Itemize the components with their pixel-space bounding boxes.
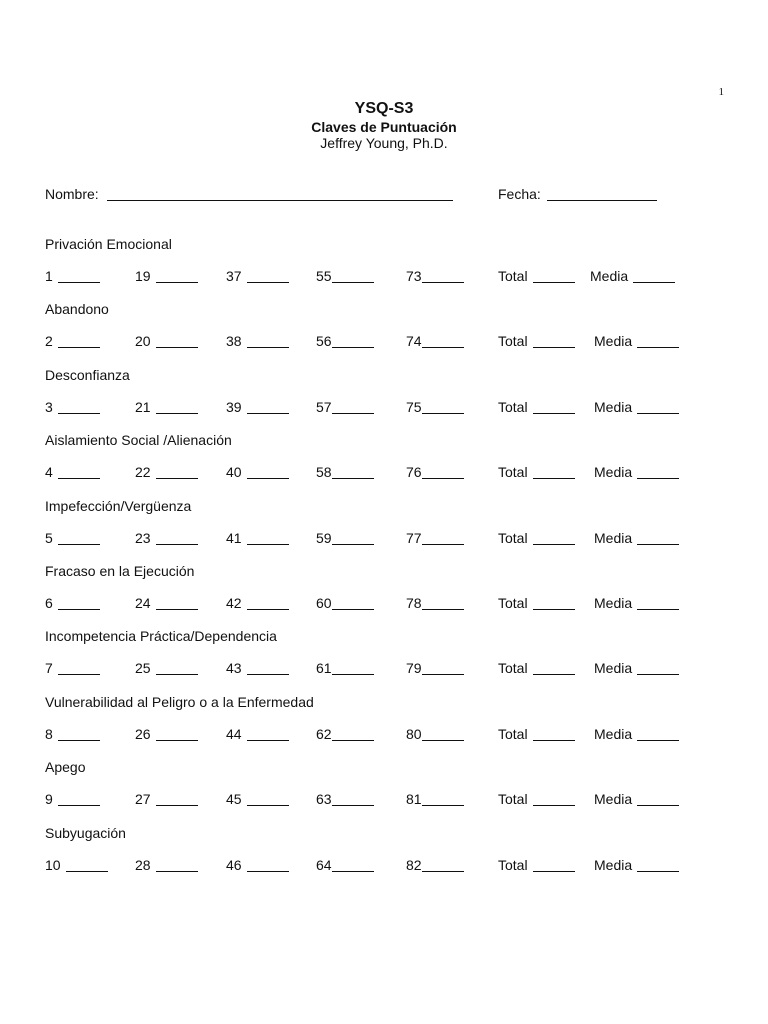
item-number: 44	[226, 725, 242, 742]
media-field	[594, 333, 679, 349]
item-number: 38	[226, 333, 242, 350]
item-score-field	[135, 857, 198, 873]
item-answer-blank[interactable]	[332, 333, 374, 348]
date-input-line[interactable]	[547, 186, 657, 201]
total-answer-blank[interactable]	[533, 333, 575, 348]
item-score-field	[135, 595, 198, 611]
media-label: Media	[594, 856, 633, 873]
item-answer-blank[interactable]	[156, 530, 198, 545]
item-number: 57	[316, 398, 332, 415]
media-field	[594, 399, 679, 415]
score-section	[0, 825, 768, 891]
item-score-field	[45, 595, 100, 611]
item-score-field	[316, 399, 374, 415]
media-label: Media	[590, 268, 629, 284]
page-number: 1	[718, 86, 724, 98]
item-score-field	[226, 660, 289, 676]
item-answer-blank[interactable]	[422, 660, 464, 675]
item-answer-blank[interactable]	[58, 726, 100, 741]
item-answer-blank[interactable]	[332, 595, 374, 610]
item-answer-blank[interactable]	[58, 530, 100, 545]
item-score-field	[226, 530, 289, 546]
name-field-row	[45, 186, 453, 202]
score-section	[0, 694, 768, 760]
item-answer-blank[interactable]	[156, 791, 198, 806]
item-score-field	[226, 333, 289, 349]
item-answer-blank[interactable]	[247, 464, 289, 479]
item-answer-blank[interactable]	[156, 333, 198, 348]
item-score-field	[406, 660, 464, 676]
item-answer-blank[interactable]	[422, 399, 464, 414]
total-label: Total	[498, 660, 528, 677]
item-answer-blank[interactable]	[247, 530, 289, 545]
score-section	[0, 759, 768, 825]
item-answer-blank[interactable]	[332, 399, 374, 414]
media-answer-blank[interactable]	[637, 530, 679, 545]
item-score-field	[406, 726, 464, 742]
item-score-field	[226, 268, 289, 284]
item-score-field	[406, 791, 464, 807]
item-number: 43	[226, 660, 242, 677]
item-answer-blank[interactable]	[156, 268, 198, 283]
item-number: 39	[226, 398, 242, 415]
total-answer-blank[interactable]	[533, 464, 575, 479]
item-answer-blank[interactable]	[332, 530, 374, 545]
media-field	[590, 268, 675, 284]
item-answer-blank[interactable]	[156, 399, 198, 414]
item-number: 45	[226, 791, 242, 808]
item-score-field	[45, 660, 100, 676]
item-number: 19	[135, 268, 151, 284]
item-number: 9	[45, 791, 53, 808]
item-score-field	[135, 660, 198, 676]
total-answer-blank[interactable]	[533, 660, 575, 675]
item-number: 56	[316, 333, 332, 350]
item-score-field	[226, 464, 289, 480]
total-answer-blank[interactable]	[533, 595, 575, 610]
item-answer-blank[interactable]	[58, 595, 100, 610]
item-score-field	[316, 857, 374, 873]
item-score-field	[226, 791, 289, 807]
score-section	[0, 367, 768, 433]
item-answer-blank[interactable]	[156, 595, 198, 610]
item-number: 82	[406, 856, 422, 873]
item-answer-blank[interactable]	[247, 333, 289, 348]
total-field	[498, 464, 575, 480]
media-field	[594, 857, 679, 873]
item-number: 26	[135, 725, 151, 742]
item-number: 75	[406, 398, 422, 415]
item-answer-blank[interactable]	[247, 399, 289, 414]
item-score-field	[45, 268, 100, 284]
total-answer-blank[interactable]	[533, 399, 575, 414]
item-score-field	[135, 333, 198, 349]
total-label: Total	[498, 791, 528, 808]
item-score-field	[135, 399, 198, 415]
total-field	[498, 660, 575, 676]
total-label: Total	[498, 725, 528, 742]
item-score-field	[406, 464, 464, 480]
item-score-field	[406, 268, 464, 284]
score-section	[0, 432, 768, 498]
item-number: 2	[45, 333, 53, 350]
section-title: Incompetencia Práctica/Dependencia	[45, 628, 277, 645]
section-title: Abandono	[45, 301, 109, 318]
item-answer-blank[interactable]	[247, 268, 289, 283]
item-answer-blank[interactable]	[422, 464, 464, 479]
item-score-field	[45, 530, 100, 546]
total-label: Total	[498, 398, 528, 415]
media-answer-blank[interactable]	[633, 268, 675, 283]
item-number: 7	[45, 660, 53, 677]
item-score-field	[316, 791, 374, 807]
item-number: 62	[316, 725, 332, 742]
item-number: 5	[45, 529, 53, 546]
item-number: 28	[135, 856, 151, 873]
total-answer-blank[interactable]	[533, 726, 575, 741]
name-label: Nombre:	[45, 186, 99, 202]
document-author: Jeffrey Young, Ph.D.	[320, 135, 448, 151]
item-answer-blank[interactable]	[422, 333, 464, 348]
total-label: Total	[498, 268, 528, 284]
score-section	[0, 236, 768, 302]
item-score-field	[316, 333, 374, 349]
section-title: Fracaso en la Ejecución	[45, 563, 195, 579]
item-answer-blank[interactable]	[58, 333, 100, 348]
item-answer-blank[interactable]	[332, 857, 374, 872]
item-score-field	[406, 399, 464, 415]
item-answer-blank[interactable]	[58, 399, 100, 414]
total-label: Total	[498, 856, 528, 873]
item-score-field	[135, 726, 198, 742]
media-answer-blank[interactable]	[637, 726, 679, 741]
item-answer-blank[interactable]	[156, 857, 198, 872]
total-field	[498, 530, 575, 546]
item-number: 74	[406, 333, 422, 350]
total-field	[498, 595, 575, 611]
section-title: Aislamiento Social /Alienación	[45, 432, 232, 449]
total-label: Total	[498, 464, 528, 481]
date-label: Fecha:	[498, 186, 541, 202]
total-answer-blank[interactable]	[533, 268, 575, 283]
item-score-field	[316, 726, 374, 742]
item-score-field	[226, 726, 289, 742]
item-answer-blank[interactable]	[422, 268, 464, 283]
name-input-line[interactable]	[107, 186, 453, 201]
total-field	[498, 268, 575, 284]
item-score-field	[316, 464, 374, 480]
item-number: 6	[45, 595, 53, 611]
document-subtitle: Claves de Puntuación	[311, 119, 457, 135]
item-answer-blank[interactable]	[332, 660, 374, 675]
media-label: Media	[594, 791, 633, 808]
item-answer-blank[interactable]	[156, 464, 198, 479]
item-score-field	[45, 333, 100, 349]
media-label: Media	[594, 725, 633, 742]
media-label: Media	[594, 333, 633, 350]
item-number: 76	[406, 464, 422, 481]
total-label: Total	[498, 595, 528, 611]
item-answer-blank[interactable]	[247, 857, 289, 872]
item-answer-blank[interactable]	[58, 464, 100, 479]
item-score-field	[316, 268, 374, 284]
item-number: 58	[316, 464, 332, 481]
media-field	[594, 726, 679, 742]
item-answer-blank[interactable]	[332, 726, 374, 741]
item-score-field	[406, 333, 464, 349]
item-number: 42	[226, 595, 242, 611]
total-field	[498, 726, 575, 742]
item-number: 59	[316, 529, 332, 546]
total-field	[498, 857, 575, 873]
total-field	[498, 791, 575, 807]
total-label: Total	[498, 529, 528, 546]
item-score-field	[226, 857, 289, 873]
item-number: 73	[406, 268, 422, 284]
item-number: 40	[226, 464, 242, 481]
media-label: Media	[594, 464, 633, 481]
total-answer-blank[interactable]	[533, 857, 575, 872]
item-answer-blank[interactable]	[58, 660, 100, 675]
item-score-field	[226, 595, 289, 611]
media-label: Media	[594, 398, 633, 415]
media-field	[594, 791, 679, 807]
item-answer-blank[interactable]	[247, 726, 289, 741]
item-number: 22	[135, 464, 151, 481]
item-number: 8	[45, 725, 53, 742]
media-label: Media	[594, 595, 633, 611]
item-answer-blank[interactable]	[422, 726, 464, 741]
item-score-field	[226, 399, 289, 415]
item-number: 80	[406, 725, 422, 742]
item-number: 1	[45, 268, 53, 284]
item-answer-blank[interactable]	[422, 791, 464, 806]
media-answer-blank[interactable]	[637, 399, 679, 414]
item-score-field	[406, 857, 464, 873]
score-section	[0, 498, 768, 564]
total-field	[498, 333, 575, 349]
item-number: 41	[226, 529, 242, 546]
total-label: Total	[498, 333, 528, 350]
item-score-field	[45, 399, 100, 415]
media-answer-blank[interactable]	[637, 791, 679, 806]
item-number: 77	[406, 529, 422, 546]
item-number: 61	[316, 660, 332, 677]
item-score-field	[316, 530, 374, 546]
item-score-field	[316, 660, 374, 676]
score-section	[0, 628, 768, 694]
item-number: 78	[406, 595, 422, 611]
item-number: 81	[406, 791, 422, 808]
item-answer-blank[interactable]	[247, 660, 289, 675]
item-score-field	[316, 595, 374, 611]
item-answer-blank[interactable]	[156, 660, 198, 675]
item-number: 10	[45, 856, 61, 873]
total-field	[498, 399, 575, 415]
total-answer-blank[interactable]	[533, 791, 575, 806]
item-score-field	[45, 857, 108, 873]
item-answer-blank[interactable]	[422, 595, 464, 610]
item-number: 37	[226, 268, 242, 284]
item-number: 60	[316, 595, 332, 611]
item-number: 79	[406, 660, 422, 677]
media-field	[594, 464, 679, 480]
item-number: 3	[45, 398, 53, 415]
item-score-field	[135, 791, 198, 807]
item-number: 4	[45, 464, 53, 481]
media-field	[594, 660, 679, 676]
section-title: Privación Emocional	[45, 236, 172, 252]
item-number: 23	[135, 529, 151, 546]
item-score-field	[45, 726, 100, 742]
item-number: 64	[316, 856, 332, 873]
section-title: Vulnerabilidad al Peligro o a la Enfermedad	[45, 693, 314, 710]
media-field	[594, 530, 679, 546]
item-number: 20	[135, 333, 151, 350]
item-number: 63	[316, 791, 332, 808]
item-score-field	[135, 530, 198, 546]
item-number: 46	[226, 856, 242, 873]
item-score-field	[45, 464, 100, 480]
item-number: 55	[316, 268, 332, 284]
item-answer-blank[interactable]	[58, 791, 100, 806]
item-score-field	[135, 268, 198, 284]
section-title: Desconfianza	[45, 366, 130, 383]
item-score-field	[45, 791, 100, 807]
media-answer-blank[interactable]	[637, 333, 679, 348]
section-title: Subyugación	[45, 824, 126, 841]
total-answer-blank[interactable]	[533, 530, 575, 545]
section-title: Impefección/Vergüenza	[45, 497, 192, 514]
item-answer-blank[interactable]	[332, 791, 374, 806]
item-score-field	[406, 595, 464, 611]
item-answer-blank[interactable]	[58, 268, 100, 283]
media-label: Media	[594, 660, 633, 677]
item-score-field	[406, 530, 464, 546]
media-answer-blank[interactable]	[637, 857, 679, 872]
item-answer-blank[interactable]	[247, 595, 289, 610]
item-answer-blank[interactable]	[422, 530, 464, 545]
media-answer-blank[interactable]	[637, 660, 679, 675]
media-answer-blank[interactable]	[637, 595, 679, 610]
item-answer-blank[interactable]	[247, 791, 289, 806]
media-label: Media	[594, 529, 633, 546]
item-score-field	[135, 464, 198, 480]
score-section	[0, 301, 768, 367]
media-answer-blank[interactable]	[637, 464, 679, 479]
score-section	[0, 563, 768, 629]
item-answer-blank[interactable]	[332, 464, 374, 479]
item-answer-blank[interactable]	[422, 857, 464, 872]
item-number: 24	[135, 595, 151, 611]
item-number: 27	[135, 791, 151, 808]
document-title: YSQ-S3	[354, 100, 414, 117]
item-answer-blank[interactable]	[66, 857, 108, 872]
item-number: 25	[135, 660, 151, 677]
item-number: 21	[135, 398, 151, 415]
item-answer-blank[interactable]	[156, 726, 198, 741]
section-title: Apego	[45, 759, 86, 776]
item-answer-blank[interactable]	[332, 268, 374, 283]
media-field	[594, 595, 679, 611]
date-field-row	[498, 186, 657, 202]
